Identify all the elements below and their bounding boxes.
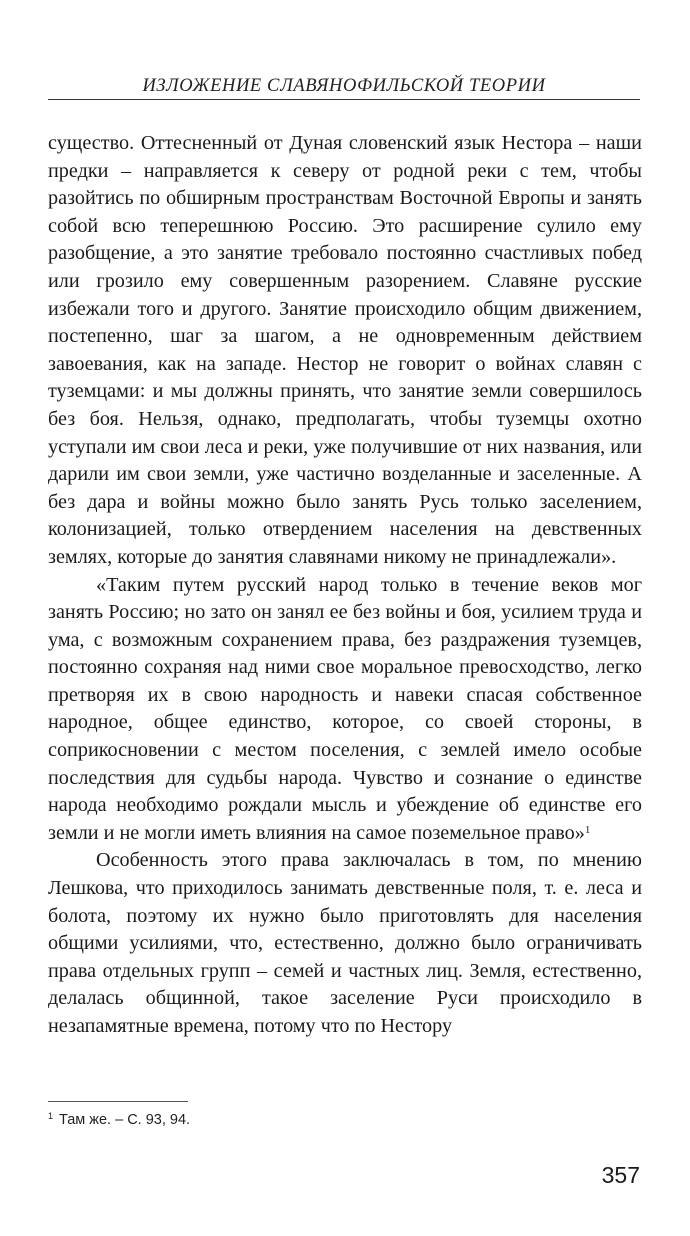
body-text <box>48 130 642 1041</box>
footnote-rule <box>48 1101 188 1102</box>
footnote-text: Там же. – С. 93, 94. <box>59 1112 191 1128</box>
page-number: 357 <box>601 1162 640 1188</box>
running-head: ИЗЛОЖЕНИЕ СЛАВЯНОФИЛЬСКОЙ ТЕОРИИ <box>142 76 546 96</box>
footnote-reference[interactable]: 1 <box>584 823 591 836</box>
paragraph-3: Особенность этого права заключалась в том, по мнению Лешкова, что приходилось занимать девственные поля, т. е. леса и болота, поэтому их нужно было приготовлять для населения общими усилиями, что, естественно, должно было ограничивать права отдельных групп – семей и частных лиц. Земля, естественно, делалась общинной, такое заселение Руси происходило в незапамятные времена, потому что по Нестору <box>48 849 642 1037</box>
footnote <box>48 1111 190 1128</box>
paragraph-2 <box>48 572 642 848</box>
paragraph-1: существо. Оттесненный от Дуная словенский язык Нестора – наши предки – направляется к северу от родной реки с тем, чтобы разойтись по обширным пространствам Восточной Европы и занять собой всю теперешнюю Россию. Это расширение сулило ему разобщение, а это занятие требовало постоянно счастливых побед или грозило ему совершенным разорением. Славяне русские избежали того и другого. Занятие происходило общим движением, постепенно, шаг за шагом, а не одновременным действием завоевания, как на западе. Нестор не говорит о войнах славян с туземцами: и мы должны принять, что занятие земли совершилось без боя. Нельзя, однако, предполагать, чтобы туземцы охотно уступали им свои леса и реки, уже получившие от них названия, или дарили им свои земли, уже частично возделанные и заселенные. А без дара и войны можно было занять Русь только заселением, колонизацией, только отвердением населения на девственных землях, которые до занятия славянами никому не принадлежали». <box>48 132 642 568</box>
header-rule <box>48 99 640 100</box>
paragraph-2-text: «Таким путем русский народ только в течение веков мог занять Россию; но зато он занял ее без войны и боя, усилием труда и ума, с возможным сохранением права, без раздражения туземцев, постоянно сохраняя над ними свое моральное превосходство, легко претворяя их в свою народность и навеки спасая собственное народное, общее единство, которое, со своей стороны, в соприкосновении с местом поселения, с землей имело особые последствия для судьбы народа. Чувство и сознание о единстве народа необходимо рождали мысль и убеждение об единстве его земли и не могли иметь влияния на самое поземельное право» <box>48 573 642 844</box>
footnote-number: 1 <box>48 1111 54 1121</box>
